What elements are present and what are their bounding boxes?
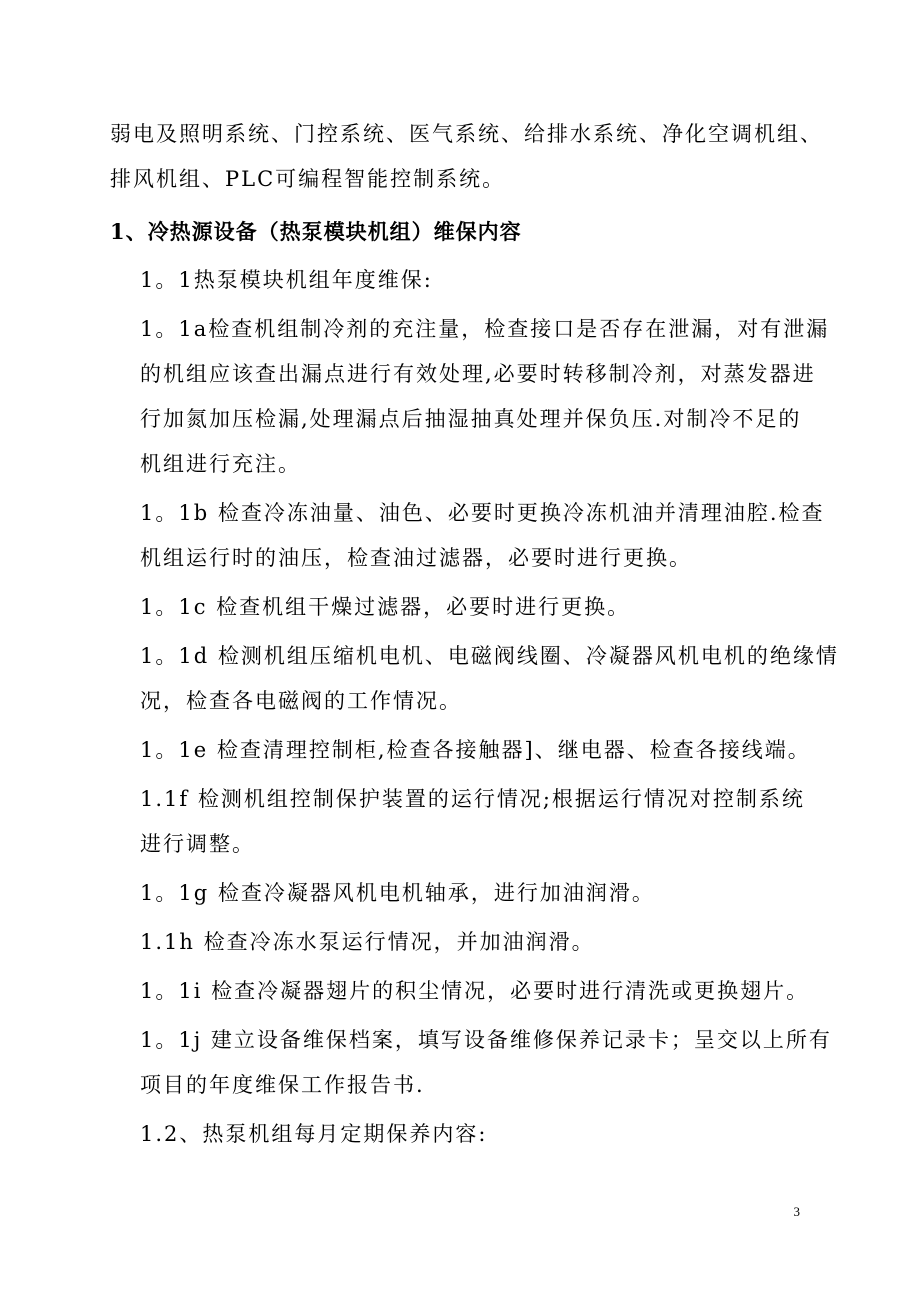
item-1j-line-2: 项目的年度维保工作报告书.: [140, 1073, 425, 1097]
item-1h-line-1: 1.1h 检查冷冻水泵运行情况，并加油润滑。: [140, 930, 595, 954]
item-1j-line-1: 1。1j 建立设备维保档案，填写设备维修保养记录卡；呈交以上所有: [140, 1028, 832, 1052]
item-1e-line-1: 1。1e 检查清理控制柜,检查各接触器]、继电器、检查各接线端。: [140, 738, 811, 762]
item-1b-line-2: 机组运行时的油压，检查油过滤器，必要时进行更换。: [140, 546, 692, 570]
item-1c: [110, 585, 800, 630]
intro-paragraph: [110, 112, 823, 202]
subheading-annual: 1。1热泵模块机组年度维保:: [140, 268, 433, 292]
item-1f: [110, 777, 805, 867]
item-1a-line-2: 的机组应该查出漏点进行有效处理,必要时转移制冷剂，对蒸发器进: [140, 362, 816, 386]
intro-line-1: 弱电及照明系统、门控系统、医气系统、给排水系统、净化空调机组、: [110, 122, 823, 146]
item-1c-line-1: 1。1c 检查机组干燥过滤器，必要时进行更换。: [140, 595, 631, 619]
item-1g: [110, 871, 800, 916]
intro-line-2: 排风机组、PLC可编程智能控制系统。: [110, 167, 506, 191]
item-1d: [110, 634, 839, 724]
item-1d-line-1: 1。1d 检测机组压缩机电机、电磁阀线圈、冷凝器风机电机的绝缘情: [140, 644, 839, 668]
document-body: [110, 112, 839, 1161]
item-1a: [110, 307, 830, 487]
item-1i: [110, 969, 810, 1014]
item-1h: [110, 920, 800, 965]
item-1f-line-2: 进行调整。: [140, 832, 255, 856]
item-1a-line-4: 机组进行充注。: [140, 452, 301, 476]
item-1g-line-1: 1。1g 检查冷凝器风机电机轴承，进行加油润滑。: [140, 881, 655, 905]
item-1f-line-1: 1.1f 检测机组控制保护装置的运行情况;根据运行情况对控制系统: [140, 787, 805, 811]
item-1e: [110, 728, 811, 773]
section-heading: 1、冷热源设备（热泵模块机组）维保内容: [110, 219, 522, 244]
item-1b: [110, 491, 825, 581]
subheading-monthly: 1.2、热泵机组每月定期保养内容:: [140, 1122, 488, 1146]
item-1a-line-1: 1。1a检查机组制冷剂的充注量，检查接口是否存在泄漏，对有泄漏: [140, 317, 830, 341]
item-1b-line-1: 1。1b 检查冷冻油量、油色、必要时更换冷冻机油并清理油腔.检查: [140, 501, 825, 525]
item-1i-line-1: 1。1i 检查冷凝器翅片的积尘情况，必要时进行清洗或更换翅片。: [140, 979, 810, 1003]
item-1a-line-3: 行加氮加压检漏,处理漏点后抽湿抽真处理并保负压.对制冷不足的: [140, 407, 802, 431]
item-1j: [110, 1018, 832, 1108]
page-number: 3: [793, 1204, 800, 1219]
item-1d-line-2: 况，检查各电磁阀的工作情况。: [140, 689, 462, 713]
